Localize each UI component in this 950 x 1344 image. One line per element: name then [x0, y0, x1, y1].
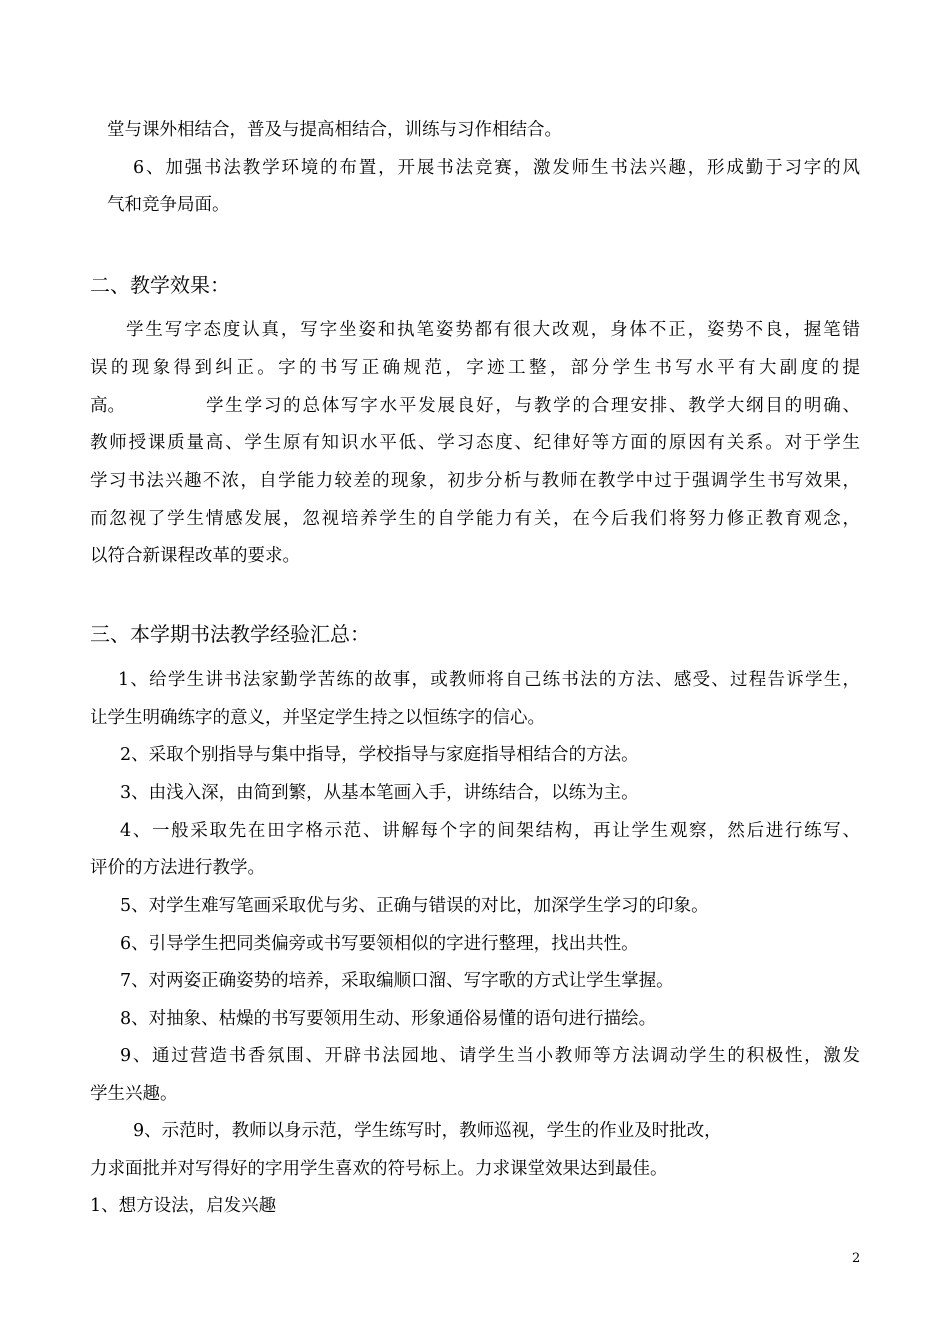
list-item-line: 3、由浅入深，由简到繁，从基本笔画入手，讲练结合，以练为主。: [120, 783, 639, 803]
list-item-line: 2、采取个别指导与集中指导，学校指导与家庭指导相结合的方法。: [120, 745, 639, 765]
list-item-line: 让学生明确练字的意义，并坚定学生持之以恒练字的信心。: [90, 708, 545, 728]
paragraph-line: 而忽视了学生情感发展，忽视培养学生的自学能力有关，在今后我们将努力修正教育观念，: [90, 509, 860, 529]
list-item-line: 学生兴趣。: [90, 1084, 178, 1104]
list-item-line: 4、一般采取先在田字格示范、讲解每个字的间架结构，再让学生观察，然后进行练写、: [120, 821, 860, 841]
paragraph-line: 6、加强书法教学环境的布置，开展书法竞赛，激发师生书法兴趣，形成勤于习字的风: [133, 158, 860, 178]
paragraph-line: 以符合新课程改革的要求。: [90, 546, 300, 566]
list-item-line: 评价的方法进行教学。: [90, 858, 265, 878]
paragraph-line: 学习书法兴趣不浓，自学能力较差的现象，初步分析与教师在教学中过于强调学生书写效果，: [90, 471, 860, 491]
list-item-line: 1、给学生讲书法家勤学苦练的故事，或教师将自己练书法的方法、感受、过程告诉学生，: [118, 670, 860, 690]
list-item-line: 5、对学生难写笔画采取优与劣、正确与错误的对比，加深学生学习的印象。: [120, 896, 709, 916]
paragraph-line: 误的现象得到纠正。字的书写正确规范，字迹工整，部分学生书写水平有大副度的提: [90, 358, 860, 378]
paragraph-line: 堂与课外相结合，普及与提高相结合，训练与习作相结合。: [107, 120, 562, 140]
list-item-line: 9、示范时，教师以身示范，学生练写时，教师巡视，学生的作业及时批改，: [133, 1121, 722, 1141]
paragraph-line: 教师授课质量高、学生原有知识水平低、学习态度、纪律好等方面的原因有关系。对于学生: [90, 433, 860, 453]
list-item-line: 8、对抽象、枯燥的书写要领用生动、形象通俗易懂的语句进行描绘。: [120, 1009, 657, 1029]
paragraph-line: 高。: [90, 396, 125, 416]
paragraph-line: 学生写字态度认真，写字坐姿和执笔姿势都有很大改观，身体不正，姿势不良，握笔错: [126, 320, 860, 340]
list-item-line: 7、对两姿正确姿势的培养，采取编顺口溜、写字歌的方式让学生掌握。: [120, 971, 674, 991]
paragraph-line: 学生学习的总体写字水平发展良好，与教学的合理安排、教学大纲目的明确、: [206, 396, 860, 416]
section-heading: 三、本学期书法教学经验汇总：: [90, 622, 370, 646]
subheading-line: 1、想方设法，启发兴趣: [90, 1196, 277, 1216]
list-item-line: 9、通过营造书香氛围、开辟书法园地、请学生当小教师等方法调动学生的积极性，激发: [120, 1046, 860, 1066]
page-number: 2: [852, 1251, 861, 1266]
section-heading: 二、教学效果：: [90, 273, 230, 297]
paragraph-line: 气和竞争局面。: [107, 195, 230, 215]
list-item-line: 力求面批并对写得好的字用学生喜欢的符号标上。力求课堂效果达到最佳。: [90, 1159, 668, 1179]
list-item-line: 6、引导学生把同类偏旁或书写要领相似的字进行整理，找出共性。: [120, 934, 639, 954]
